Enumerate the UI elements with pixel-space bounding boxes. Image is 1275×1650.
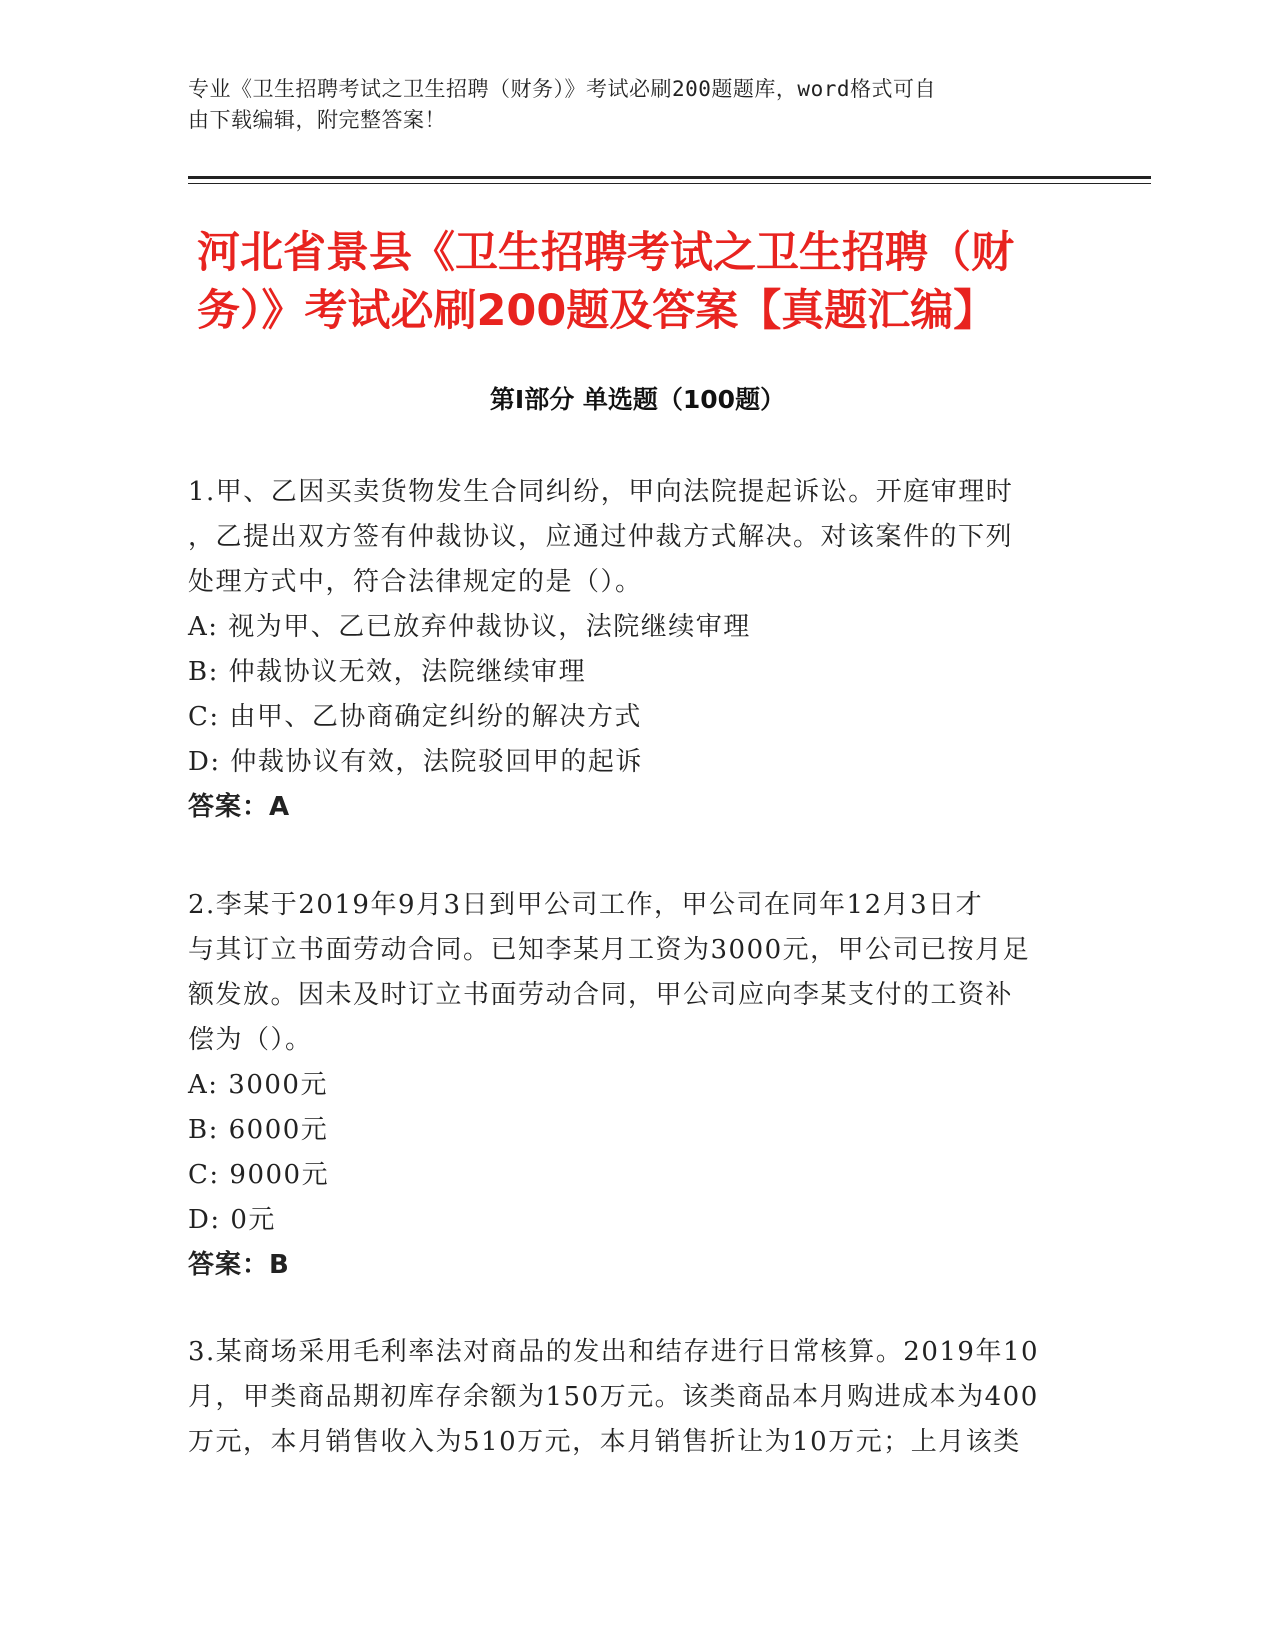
document-title-line-2: 务）》考试必刷200题及答案【真题汇编】 <box>197 286 997 336</box>
question-2-line-1: 2.李某于2019年9月3日到甲公司工作，甲公司在同年12月3日才 <box>188 890 984 920</box>
header-note <box>188 74 1068 136</box>
question-2-answer: 答案：B <box>188 1250 290 1280</box>
header-note-line-1: 专业《卫生招聘考试之卫生招聘（财务）》考试必刷200题题库，word格式可自 <box>188 77 936 101</box>
question-1-line-1: 1.甲、乙因买卖货物发生合同纠纷，甲向法院提起诉讼。开庭审理时 <box>188 477 1014 507</box>
header-rule-thin <box>188 183 1151 184</box>
document-title-line-1: 河北省景县《卫生招聘考试之卫生招聘（财 <box>197 228 1014 278</box>
question-3-line-2: 月，甲类商品期初库存余额为150万元。该类商品本月购进成本为400 <box>188 1382 1039 1412</box>
question-2-option-c: C: 9000元 <box>188 1160 330 1190</box>
question-1-option-a: A: 视为甲、乙已放弃仲裁协议，法院继续审理 <box>188 612 751 642</box>
question-1-option-d: D: 仲裁协议有效，法院驳回甲的起诉 <box>188 747 643 777</box>
header-rule-thick <box>188 176 1151 179</box>
question-1-option-c: C: 由甲、乙协商确定纠纷的解决方式 <box>188 702 642 732</box>
question-2-option-d: D: 0元 <box>188 1205 276 1235</box>
question-3-line-1: 3.某商场采用毛利率法对商品的发出和结存进行日常核算。2019年10 <box>188 1337 1040 1367</box>
header-note-line-2: 由下载编辑，附完整答案！ <box>188 108 446 132</box>
question-1-line-3: 处理方式中，符合法律规定的是（）。 <box>188 567 643 597</box>
question-2 <box>188 883 1088 1288</box>
question-1-option-b: B: 仲裁协议无效，法院继续审理 <box>188 657 587 687</box>
question-1 <box>188 470 1088 830</box>
section-title: 第Ⅰ部分 单选题（100题） <box>489 385 786 414</box>
question-3-line-3: 万元，本月销售收入为510万元，本月销售折让为10万元；上月该类 <box>188 1427 1021 1457</box>
question-2-option-a: A: 3000元 <box>188 1070 328 1100</box>
question-2-line-2: 与其订立书面劳动合同。已知李某月工资为3000元，甲公司已按月足 <box>188 935 1031 965</box>
question-3 <box>188 1330 1088 1465</box>
question-2-option-b: B: 6000元 <box>188 1115 329 1145</box>
document-title <box>197 224 1077 340</box>
question-2-line-4: 偿为（）。 <box>188 1025 313 1055</box>
question-2-line-3: 额发放。因未及时订立书面劳动合同，甲公司应向李某支付的工资补 <box>188 980 1014 1010</box>
question-1-answer: 答案：A <box>188 792 291 822</box>
question-1-line-2: ，乙提出双方签有仲裁协议，应通过仲裁方式解决。对该案件的下列 <box>188 522 1014 552</box>
